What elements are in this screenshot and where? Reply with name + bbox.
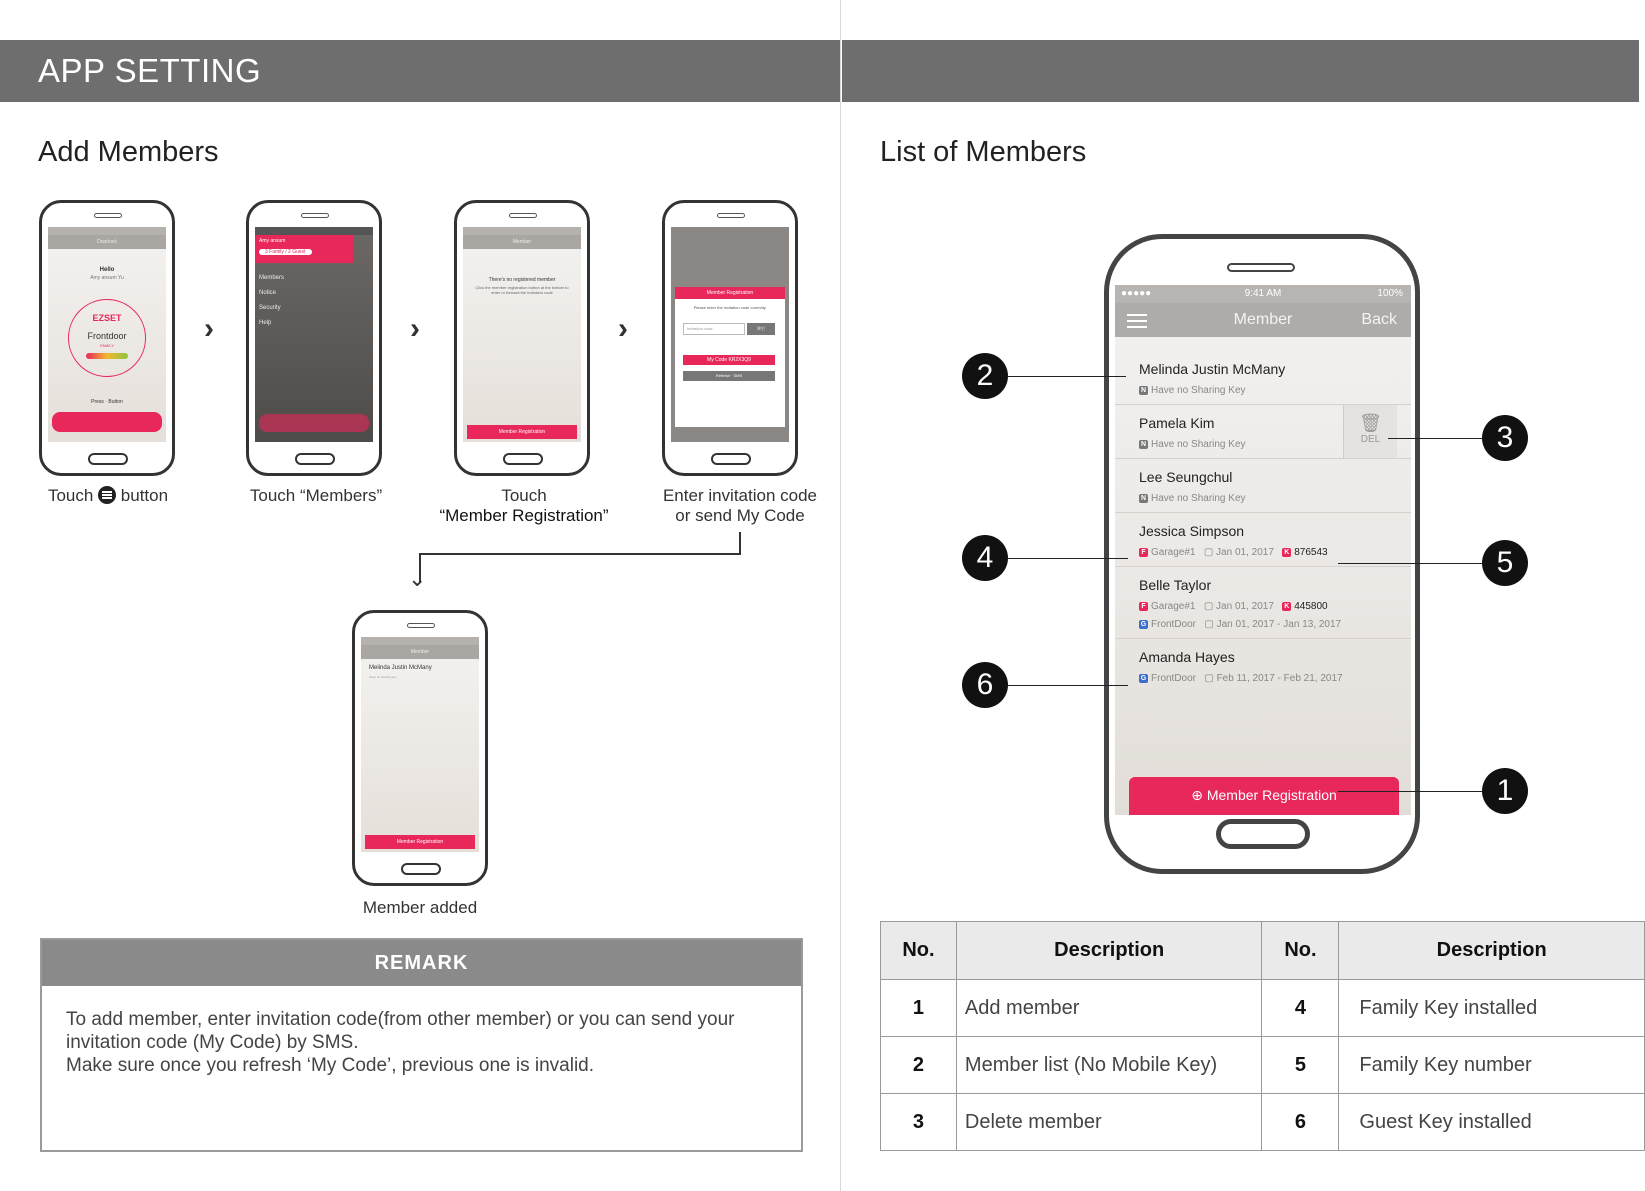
step3-caption: Touch “Member Registration” (439, 486, 609, 525)
delete-label: DEL (1360, 434, 1381, 445)
callout-5: 5 (1482, 540, 1528, 586)
leader-line (1388, 438, 1482, 439)
home-button (503, 453, 543, 465)
phone-speaker (1227, 263, 1295, 272)
callout-6: 6 (962, 662, 1008, 708)
table-cell: Delete member (956, 1094, 1262, 1151)
flow-line (739, 532, 741, 554)
battery-icon: 100% (1377, 288, 1403, 299)
member-row[interactable] (1115, 513, 1411, 567)
phone-screen (48, 227, 166, 442)
table-row (881, 1037, 1645, 1094)
chevron-right-icon: › (410, 312, 420, 345)
description-table (880, 921, 1645, 1151)
empty-text: There's no registered member (488, 277, 556, 283)
step2-phone (246, 200, 382, 476)
invitation-code-input[interactable]: invitation code (683, 323, 745, 335)
member-name: Melinda Justin McMany (1139, 361, 1286, 377)
list-members-title: List of Members (880, 136, 1087, 168)
member-row[interactable] (1115, 567, 1411, 639)
callout-1: 1 (1482, 768, 1528, 814)
registration-dialog (675, 287, 785, 427)
battery-gauge (86, 353, 128, 359)
door-name: Frontdoor (87, 331, 127, 341)
phone-screen (361, 637, 479, 852)
remark-box (40, 938, 803, 1152)
leader-line (1338, 563, 1482, 564)
dialog-prompt: Please enter the invitation code correctly. (693, 305, 767, 310)
side-menu (259, 271, 284, 331)
chevron-right-icon: › (618, 312, 628, 345)
leader-line (1008, 558, 1128, 559)
add-members-title: Add Members (38, 136, 219, 168)
user-name: Amy ansum Yu (90, 275, 124, 281)
status-time: 9:41 AM (1244, 288, 1282, 299)
arrow-down-icon: ⌄ (408, 566, 427, 591)
callout-2: 2 (962, 353, 1008, 399)
bottom-action-bar (259, 414, 369, 432)
remark-title: REMARK (42, 940, 801, 986)
member-sub: Have no sharing key (369, 675, 397, 679)
table-cell: Member list (No Mobile Key) (956, 1037, 1262, 1094)
bottom-action-bar[interactable] (52, 412, 162, 432)
phone-speaker (301, 213, 329, 218)
flow-line (419, 553, 741, 555)
step3-phone (454, 200, 590, 476)
nav-bar: Member (463, 235, 581, 249)
status-bar (1115, 285, 1411, 303)
callout-3: 3 (1482, 415, 1528, 461)
table-cell: Family Key installed (1339, 980, 1645, 1037)
hint-text: Click the member registration button at the bottom to enter or forward the invitation code (475, 285, 569, 295)
family-label: FAMILY (100, 343, 114, 348)
member-sub: F Garage#1 ▢ Jan 01, 2017 K 876543 (1139, 547, 1328, 558)
table-cell: 6 (1262, 1094, 1339, 1151)
member-registration-button[interactable]: ⊕ Member Registration (1129, 777, 1399, 815)
home-button (295, 453, 335, 465)
my-code-row: My Code KR2X3Q9 (683, 355, 775, 365)
step4-phone (662, 200, 798, 476)
menu-icon (98, 486, 116, 504)
member-registration-button[interactable]: Member Registration (467, 425, 577, 439)
menu-item-help[interactable]: Help (259, 320, 272, 326)
leader-line (1338, 791, 1482, 792)
trash-icon: 🗑 (1359, 413, 1382, 433)
home-button (1216, 819, 1310, 849)
nav-bar: Doorlock (48, 235, 166, 249)
table-cell: Guest Key installed (1339, 1094, 1645, 1151)
table-cell: 3 (881, 1094, 957, 1151)
table-cell: Family Key number (1339, 1037, 1645, 1094)
member-sub: N Have no Sharing Key (1140, 439, 1246, 450)
table-header: Description (956, 922, 1262, 980)
refresh-sms-row[interactable]: Refresh · SMS (683, 371, 775, 381)
remark-text (42, 986, 801, 1099)
phone-screen (1115, 285, 1411, 815)
phone-speaker (407, 623, 435, 628)
member-name: Jessica Simpson (1139, 523, 1245, 539)
leader-line (1008, 685, 1128, 686)
table-cell: 5 (1262, 1037, 1339, 1094)
menu-item-security[interactable]: Security (259, 305, 281, 311)
hello-text: Hello (99, 267, 115, 273)
page-header (0, 40, 840, 102)
member-row[interactable] (1115, 459, 1411, 513)
member-sub: G FrontDoor ▢ Jan 01, 2017 - Jan 13, 2017 (1140, 619, 1342, 630)
dialog-title: Member Registration (675, 287, 785, 299)
leader-line (1008, 376, 1126, 377)
signal-icon: ●●●●● (1121, 288, 1152, 299)
home-button (88, 453, 128, 465)
member-sub: F Garage#1 ▢ Jan 01, 2017 K 445800 (1139, 601, 1328, 612)
menu-item-members[interactable]: Members (259, 275, 285, 281)
member-name: Belle Taylor (1139, 577, 1212, 593)
step2-caption: Touch “Members” (249, 486, 383, 505)
member-list-phone (1104, 234, 1420, 874)
nav-title: Member (1233, 311, 1293, 328)
step1-caption: Touch button (47, 486, 169, 505)
member-name: Amanda Hayes (1139, 649, 1235, 665)
member-name: Lee Seungchul (1139, 469, 1233, 485)
menu-header: Amy ansum 3 Family / 2 Guest (255, 235, 353, 263)
delete-button[interactable] (1343, 405, 1397, 458)
home-button (711, 453, 751, 465)
member-row[interactable] (1115, 639, 1411, 693)
page-divider (840, 0, 841, 1191)
chevron-right-icon: › (204, 312, 214, 345)
table-header: No. (881, 922, 957, 980)
member-row[interactable] (1115, 351, 1411, 405)
phone-speaker (509, 213, 537, 218)
page-header-right (842, 40, 1639, 102)
remark-line: Make sure once you refresh ‘My Code’, previous one is invalid. (66, 1055, 595, 1076)
brand-logo: EZSET (92, 313, 122, 323)
press-button-text: Press · Button (91, 399, 123, 405)
member-name: Pamela Kim (1139, 415, 1215, 431)
home-button (401, 863, 441, 875)
back-button[interactable]: Back (1361, 311, 1397, 328)
header-title: APP SETTING (38, 52, 262, 89)
menu-item-notice[interactable]: Notice (259, 290, 277, 296)
phone-speaker (717, 213, 745, 218)
step1-phone (39, 200, 175, 476)
table-cell: Add member (956, 980, 1262, 1037)
table-row (881, 980, 1645, 1037)
final-caption: Member added (362, 898, 478, 917)
member-added-phone (352, 610, 488, 886)
table-row (881, 1094, 1645, 1151)
nav-bar: Member (361, 645, 479, 659)
member-name: Melinda Justin McMany (369, 665, 432, 671)
table-header: Description (1339, 922, 1645, 980)
phone-screen (671, 227, 789, 442)
member-sub: N Have no Sharing Key (1140, 493, 1246, 504)
table-header: No. (1262, 922, 1339, 980)
remark-line: To add member, enter invitation code(from other member) or you can send your invitation code (My Code) by SMS. (66, 1009, 735, 1053)
table-cell: 2 (881, 1037, 957, 1094)
phone-screen (463, 227, 581, 442)
nav-bar (1115, 303, 1411, 337)
table-cell: 1 (881, 980, 957, 1037)
confirm-button[interactable]: 확인 (747, 323, 775, 335)
step4-caption: Enter invitation code or send My Code (662, 486, 818, 525)
member-sub: G FrontDoor ▢ Feb 11, 2017 - Feb 21, 2017 (1140, 673, 1343, 684)
member-registration-button[interactable]: Member Registration (365, 835, 475, 849)
phone-speaker (94, 213, 122, 218)
callout-4: 4 (962, 535, 1008, 581)
member-row[interactable] (1115, 405, 1411, 459)
phone-screen (255, 227, 373, 442)
table-cell: 4 (1262, 980, 1339, 1037)
member-sub: N Have no Sharing Key (1140, 385, 1246, 396)
table-header-row (881, 922, 1645, 980)
